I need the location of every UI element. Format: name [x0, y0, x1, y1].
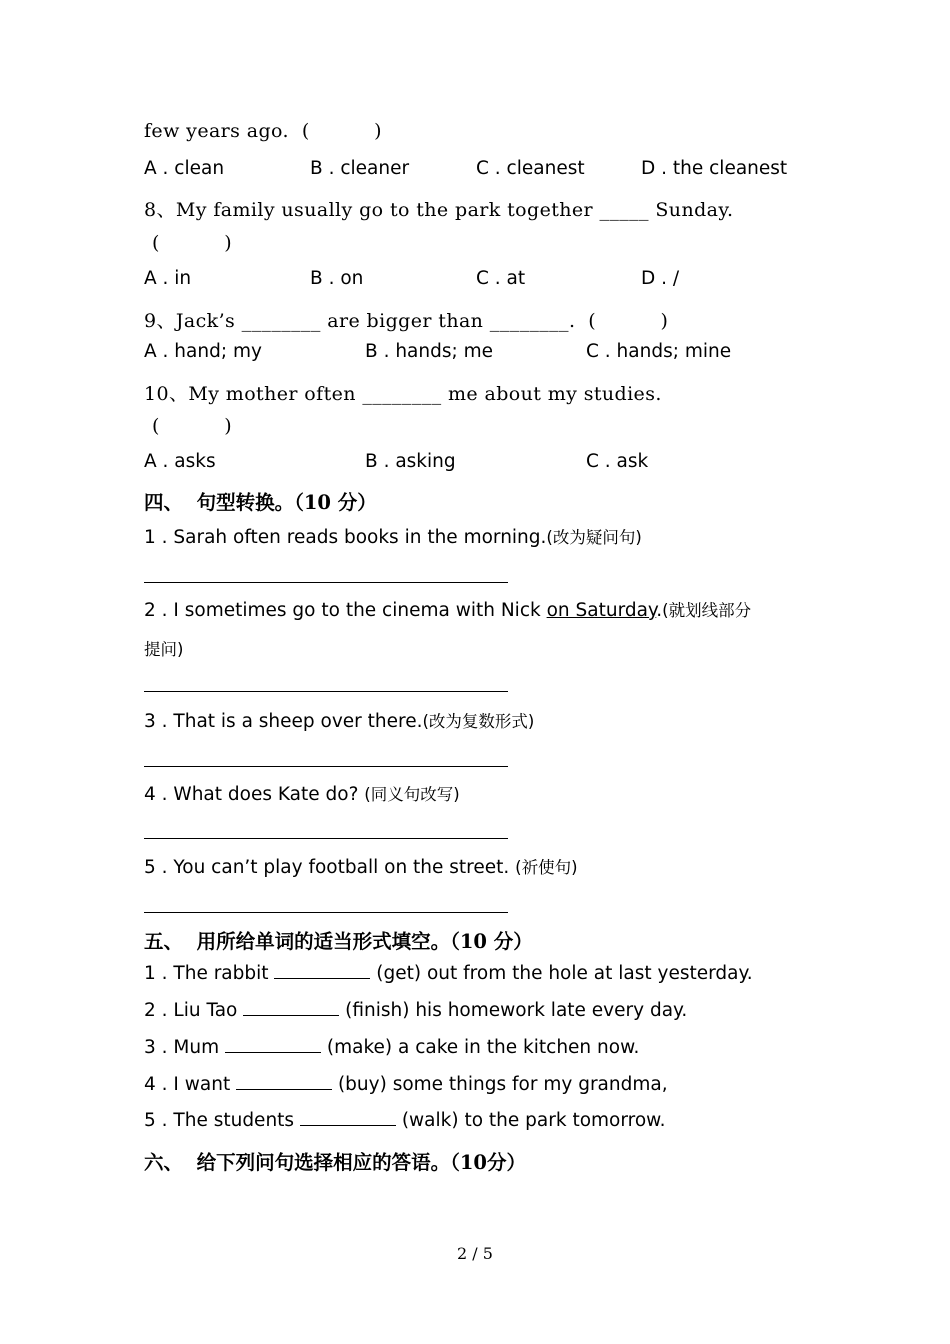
q8-option-a: A . in: [144, 268, 192, 289]
s4-item-2-underlined: on Saturday: [546, 600, 657, 621]
s5-item-1-before: 1 . The rabbit: [144, 963, 275, 984]
s4-item-1-note: (改为疑问句): [546, 528, 642, 547]
s4-item-1-text: 1 . Sarah often reads books in the morning.: [144, 527, 547, 548]
section6-title: 六、 给下列问句选择相应的答语。（10分）: [144, 1151, 526, 1174]
s5-item-2-before: 2 . Liu Tao: [144, 1000, 244, 1021]
q9-option-c: C . hands; mine: [586, 341, 732, 362]
q8-stem: 8、My family usually go to the park together _____ Sunday.: [144, 199, 734, 221]
s4-item-4-note: (同义句改写): [364, 785, 460, 804]
q7-tail: few years ago. ( ): [144, 120, 382, 142]
s4-item-5: [144, 854, 578, 878]
s4-item-5-text: 5 . You can’t play football on the street.: [144, 857, 516, 878]
q10-paren: ( ): [152, 415, 233, 437]
s4-item-3: [144, 708, 534, 732]
s5-item-4: [144, 1074, 668, 1095]
q10-option-c: C . ask: [586, 451, 649, 472]
s4-item-2-text: 2 . I sometimes go to the cinema with Nick: [144, 600, 547, 621]
q7-option-b: B . cleaner: [310, 158, 410, 179]
s4-item-3-note: (改为复数形式): [422, 712, 535, 731]
s5-item-5: [144, 1110, 665, 1131]
s5-item-4-before: 4 . I want: [144, 1074, 237, 1095]
s4-answer-line-5[interactable]: [144, 912, 508, 913]
s5-item-2-after: (finish) his homework late every day.: [339, 1000, 688, 1021]
s5-item-5-before: 5 . The students: [144, 1110, 300, 1131]
s4-item-5-note: (祈使句): [515, 858, 578, 877]
s5-item-1: [144, 963, 753, 984]
section5-title: 五、 用所给单词的适当形式填空。（10 分）: [144, 930, 533, 953]
s4-answer-line-4[interactable]: [144, 838, 508, 839]
q9-option-b: B . hands; me: [365, 341, 494, 362]
q8-option-c: C . at: [476, 268, 526, 289]
s4-answer-line-1[interactable]: [144, 582, 508, 583]
s5-blank-1[interactable]: [274, 977, 370, 979]
q8-option-d: D . /: [641, 268, 680, 289]
s4-answer-line-3[interactable]: [144, 766, 508, 767]
q7-option-a: A . clean: [144, 158, 225, 179]
s5-item-3-before: 3 . Mum: [144, 1037, 226, 1058]
s4-answer-line-2[interactable]: [144, 691, 508, 692]
q7-option-d: D . the cleanest: [641, 158, 788, 179]
s4-item-4: [144, 781, 460, 805]
q10-option-a: A . asks: [144, 451, 216, 472]
s5-item-3-after: (make) a cake in the kitchen now.: [321, 1037, 640, 1058]
s5-item-1-after: (get) out from the hole at last yesterday.: [370, 963, 753, 984]
s5-item-5-after: (walk) to the park tomorrow.: [395, 1110, 666, 1131]
s5-item-3: [144, 1037, 639, 1058]
s4-item-2: [144, 597, 751, 621]
q8-paren: ( ): [152, 232, 233, 254]
s4-item-2-note-cont: 提问): [144, 640, 184, 659]
s5-blank-5[interactable]: [300, 1124, 396, 1126]
q10-stem: 10、My mother often ________ me about my studies.: [144, 383, 662, 405]
s5-blank-2[interactable]: [243, 1014, 339, 1016]
page-number: 2 / 5: [457, 1244, 493, 1263]
s4-item-3-text: 3 . That is a sheep over there.: [144, 711, 423, 732]
q7-option-c: C . cleanest: [476, 158, 585, 179]
q10-option-b: B . asking: [365, 451, 456, 472]
s5-blank-4[interactable]: [236, 1088, 332, 1090]
s4-item-1: [144, 524, 642, 548]
section4-title: 四、 句型转换。（10 分）: [144, 491, 377, 514]
q9-stem: 9、Jack’s ________ are bigger than ________. ( ): [144, 310, 669, 332]
s4-item-2-note: (就划线部分: [662, 601, 752, 620]
s5-blank-3[interactable]: [225, 1051, 321, 1053]
s4-item-4-text: 4 . What does Kate do?: [144, 784, 365, 805]
q8-option-b: B . on: [310, 268, 364, 289]
s5-item-2: [144, 1000, 687, 1021]
q9-option-a: A . hand; my: [144, 341, 262, 362]
s5-item-4-after: (buy) some things for my grandma,: [332, 1074, 668, 1095]
s4-item-2-after: .: [656, 600, 663, 621]
